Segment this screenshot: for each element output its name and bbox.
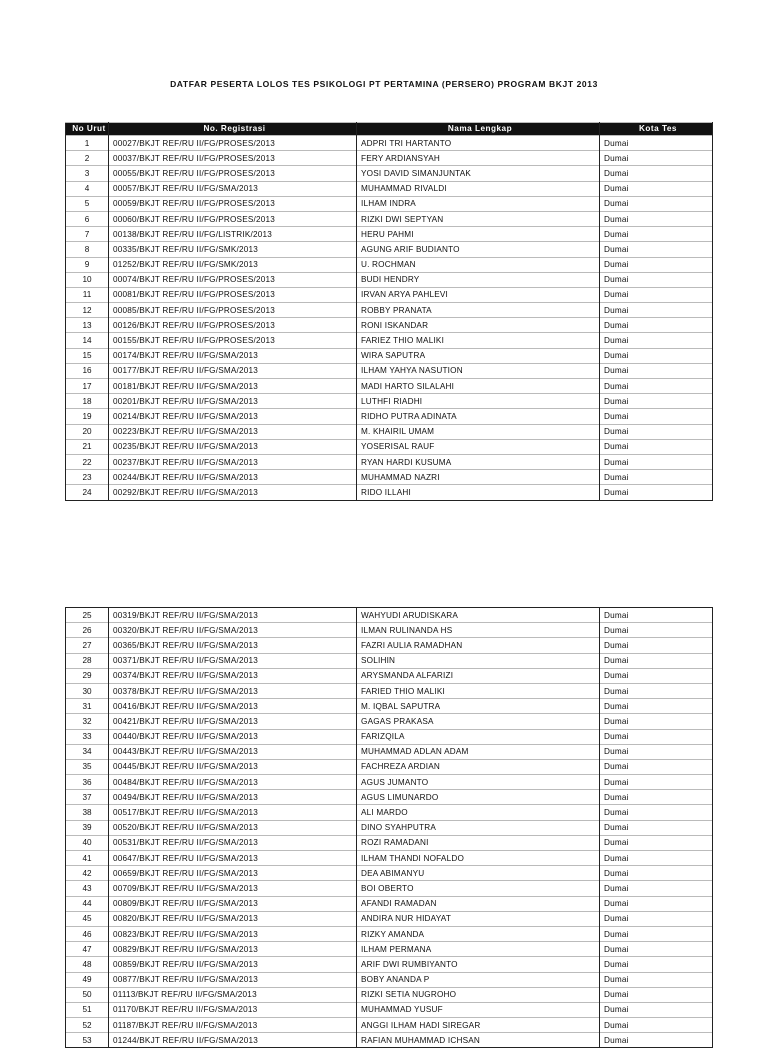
- table-row: [66, 729, 713, 744]
- registration-number-cell: 00484/BKJT REF/RU II/FG/SMA/2013: [109, 775, 357, 790]
- registration-number-cell: 00374/BKJT REF/RU II/FG/SMA/2013: [109, 668, 357, 683]
- registration-number-cell: 00829/BKJT REF/RU II/FG/SMA/2013: [109, 942, 357, 957]
- registration-number-cell: 00181/BKJT REF/RU II/FG/SMA/2013: [109, 379, 357, 394]
- full-name-cell: M. KHAIRIL UMAM: [357, 424, 600, 439]
- row-number-cell: 46: [66, 926, 109, 941]
- row-number-cell: 15: [66, 348, 109, 363]
- table-row: [66, 196, 713, 211]
- table-row: [66, 287, 713, 302]
- document-title: DATFAR PESERTA LOLOS TES PSIKOLOGI PT PERTAMINA (PERSERO) PROGRAM BKJT 2013: [170, 79, 598, 89]
- registration-number-cell: 00365/BKJT REF/RU II/FG/SMA/2013: [109, 638, 357, 653]
- table-body-page-1: [66, 136, 713, 501]
- test-city-cell: Dumai: [600, 287, 713, 302]
- row-number-cell: 52: [66, 1018, 109, 1033]
- test-city-cell: Dumai: [600, 668, 713, 683]
- row-number-cell: 28: [66, 653, 109, 668]
- registration-number-cell: 00335/BKJT REF/RU II/FG/SMK/2013: [109, 242, 357, 257]
- test-city-cell: Dumai: [600, 257, 713, 272]
- table-row: [66, 166, 713, 181]
- row-number-cell: 51: [66, 1002, 109, 1017]
- row-number-cell: 20: [66, 424, 109, 439]
- row-number-cell: 40: [66, 835, 109, 850]
- full-name-cell: AGUS LIMUNARDO: [357, 790, 600, 805]
- row-number-cell: 49: [66, 972, 109, 987]
- row-number-cell: 44: [66, 896, 109, 911]
- table-row: [66, 303, 713, 318]
- test-city-cell: Dumai: [600, 790, 713, 805]
- test-city-cell: Dumai: [600, 957, 713, 972]
- full-name-cell: RYAN HARDI KUSUMA: [357, 454, 600, 469]
- registration-number-cell: 00055/BKJT REF/RU II/FG/PROSES/2013: [109, 166, 357, 181]
- registration-number-cell: 00177/BKJT REF/RU II/FG/SMA/2013: [109, 363, 357, 378]
- test-city-cell: Dumai: [600, 166, 713, 181]
- table-row: [66, 714, 713, 729]
- table-row: [66, 775, 713, 790]
- full-name-cell: ROZI RAMADANI: [357, 835, 600, 850]
- registration-number-cell: 00244/BKJT REF/RU II/FG/SMA/2013: [109, 470, 357, 485]
- table-row: [66, 896, 713, 911]
- full-name-cell: U. ROCHMAN: [357, 257, 600, 272]
- full-name-cell: RIZKI SETIA NUGROHO: [357, 987, 600, 1002]
- registration-number-cell: 01113/BKJT REF/RU II/FG/SMA/2013: [109, 987, 357, 1002]
- test-city-cell: Dumai: [600, 454, 713, 469]
- full-name-cell: BOBY ANANDA P: [357, 972, 600, 987]
- registration-number-cell: 00037/BKJT REF/RU II/FG/PROSES/2013: [109, 151, 357, 166]
- full-name-cell: MUHAMMAD NAZRI: [357, 470, 600, 485]
- table-row: [66, 805, 713, 820]
- row-number-cell: 31: [66, 699, 109, 714]
- full-name-cell: DEA ABIMANYU: [357, 866, 600, 881]
- registration-number-cell: 00440/BKJT REF/RU II/FG/SMA/2013: [109, 729, 357, 744]
- full-name-cell: AGUS JUMANTO: [357, 775, 600, 790]
- row-number-cell: 6: [66, 211, 109, 226]
- registration-number-cell: 00057/BKJT REF/RU II/FG/SMA/2013: [109, 181, 357, 196]
- full-name-cell: MUHAMMAD RIVALDI: [357, 181, 600, 196]
- test-city-cell: Dumai: [600, 181, 713, 196]
- test-city-cell: Dumai: [600, 820, 713, 835]
- test-city-cell: Dumai: [600, 363, 713, 378]
- row-number-cell: 24: [66, 485, 109, 500]
- row-number-cell: 4: [66, 181, 109, 196]
- row-number-cell: 27: [66, 638, 109, 653]
- full-name-cell: ILHAM INDRA: [357, 196, 600, 211]
- registration-number-cell: 00378/BKJT REF/RU II/FG/SMA/2013: [109, 683, 357, 698]
- table-row: [66, 227, 713, 242]
- test-city-cell: Dumai: [600, 196, 713, 211]
- test-city-cell: Dumai: [600, 424, 713, 439]
- row-number-cell: 1: [66, 136, 109, 151]
- table-row: [66, 957, 713, 972]
- registration-number-cell: 00859/BKJT REF/RU II/FG/SMA/2013: [109, 957, 357, 972]
- full-name-cell: WIRA SAPUTRA: [357, 348, 600, 363]
- table-row: [66, 623, 713, 638]
- test-city-cell: Dumai: [600, 1018, 713, 1033]
- registration-number-cell: 00659/BKJT REF/RU II/FG/SMA/2013: [109, 866, 357, 881]
- test-city-cell: Dumai: [600, 926, 713, 941]
- table-body-page-2: [66, 608, 713, 1048]
- row-number-cell: 36: [66, 775, 109, 790]
- test-city-cell: Dumai: [600, 638, 713, 653]
- full-name-cell: GAGAS PRAKASA: [357, 714, 600, 729]
- test-city-cell: Dumai: [600, 729, 713, 744]
- row-number-cell: 23: [66, 470, 109, 485]
- full-name-cell: SOLIHIN: [357, 653, 600, 668]
- table-row: [66, 348, 713, 363]
- registration-number-cell: 00085/BKJT REF/RU II/FG/PROSES/2013: [109, 303, 357, 318]
- table-row: [66, 454, 713, 469]
- full-name-cell: FARIZQILA: [357, 729, 600, 744]
- table-row: [66, 257, 713, 272]
- table-row: [66, 363, 713, 378]
- row-number-cell: 21: [66, 439, 109, 454]
- full-name-cell: ROBBY PRANATA: [357, 303, 600, 318]
- full-name-cell: FARIED THIO MALIKI: [357, 683, 600, 698]
- test-city-cell: Dumai: [600, 699, 713, 714]
- table-row: [66, 911, 713, 926]
- test-city-cell: Dumai: [600, 896, 713, 911]
- test-city-cell: Dumai: [600, 911, 713, 926]
- test-city-cell: Dumai: [600, 866, 713, 881]
- row-number-cell: 38: [66, 805, 109, 820]
- registration-number-cell: 01170/BKJT REF/RU II/FG/SMA/2013: [109, 1002, 357, 1017]
- table-row: [66, 424, 713, 439]
- full-name-cell: RIDO ILLAHI: [357, 485, 600, 500]
- row-number-cell: 13: [66, 318, 109, 333]
- table-row: [66, 972, 713, 987]
- test-city-cell: Dumai: [600, 242, 713, 257]
- registration-number-cell: 00517/BKJT REF/RU II/FG/SMA/2013: [109, 805, 357, 820]
- registration-number-cell: 00416/BKJT REF/RU II/FG/SMA/2013: [109, 699, 357, 714]
- test-city-cell: Dumai: [600, 272, 713, 287]
- registration-number-cell: 00809/BKJT REF/RU II/FG/SMA/2013: [109, 896, 357, 911]
- row-number-cell: 39: [66, 820, 109, 835]
- registration-number-cell: 01187/BKJT REF/RU II/FG/SMA/2013: [109, 1018, 357, 1033]
- participants-table-page-2: [65, 607, 713, 1048]
- full-name-cell: LUTHFI RIADHI: [357, 394, 600, 409]
- full-name-cell: AGUNG ARIF BUDIANTO: [357, 242, 600, 257]
- full-name-cell: ILHAM PERMANA: [357, 942, 600, 957]
- registration-number-cell: 00531/BKJT REF/RU II/FG/SMA/2013: [109, 835, 357, 850]
- table-row: [66, 699, 713, 714]
- column-header-kota-tes: Kota Tes: [600, 123, 713, 136]
- participants-table-page-1: [65, 122, 713, 501]
- row-number-cell: 14: [66, 333, 109, 348]
- column-header-no-urut: No Urut: [66, 123, 109, 136]
- table-row: [66, 151, 713, 166]
- full-name-cell: WAHYUDI ARUDISKARA: [357, 608, 600, 623]
- registration-number-cell: 00174/BKJT REF/RU II/FG/SMA/2013: [109, 348, 357, 363]
- table-row: [66, 653, 713, 668]
- test-city-cell: Dumai: [600, 333, 713, 348]
- test-city-cell: Dumai: [600, 136, 713, 151]
- registration-number-cell: 00292/BKJT REF/RU II/FG/SMA/2013: [109, 485, 357, 500]
- registration-number-cell: 00877/BKJT REF/RU II/FG/SMA/2013: [109, 972, 357, 987]
- row-number-cell: 43: [66, 881, 109, 896]
- full-name-cell: FERY ARDIANSYAH: [357, 151, 600, 166]
- table-row: [66, 866, 713, 881]
- test-city-cell: Dumai: [600, 942, 713, 957]
- full-name-cell: HERU PAHMI: [357, 227, 600, 242]
- table-row: [66, 318, 713, 333]
- test-city-cell: Dumai: [600, 683, 713, 698]
- registration-number-cell: 01244/BKJT REF/RU II/FG/SMA/2013: [109, 1033, 357, 1048]
- test-city-cell: Dumai: [600, 851, 713, 866]
- full-name-cell: FAZRI AULIA RAMADHAN: [357, 638, 600, 653]
- full-name-cell: ANDIRA NUR HIDAYAT: [357, 911, 600, 926]
- test-city-cell: Dumai: [600, 409, 713, 424]
- column-header-no-registrasi: No. Registrasi: [109, 123, 357, 136]
- table-row: [66, 942, 713, 957]
- full-name-cell: BUDI HENDRY: [357, 272, 600, 287]
- test-city-cell: Dumai: [600, 881, 713, 896]
- table-row: [66, 820, 713, 835]
- full-name-cell: ADPRI TRI HARTANTO: [357, 136, 600, 151]
- registration-number-cell: 00319/BKJT REF/RU II/FG/SMA/2013: [109, 608, 357, 623]
- table-row: [66, 485, 713, 500]
- header-row: [66, 123, 713, 136]
- table-row: [66, 608, 713, 623]
- row-number-cell: 2: [66, 151, 109, 166]
- test-city-cell: Dumai: [600, 835, 713, 850]
- full-name-cell: ARIF DWI RUMBIYANTO: [357, 957, 600, 972]
- test-city-cell: Dumai: [600, 744, 713, 759]
- test-city-cell: Dumai: [600, 151, 713, 166]
- table-row: [66, 683, 713, 698]
- registration-number-cell: 00201/BKJT REF/RU II/FG/SMA/2013: [109, 394, 357, 409]
- registration-number-cell: 00421/BKJT REF/RU II/FG/SMA/2013: [109, 714, 357, 729]
- row-number-cell: 7: [66, 227, 109, 242]
- registration-number-cell: 00235/BKJT REF/RU II/FG/SMA/2013: [109, 439, 357, 454]
- table-row: [66, 881, 713, 896]
- full-name-cell: RIZKY AMANDA: [357, 926, 600, 941]
- full-name-cell: DINO SYAHPUTRA: [357, 820, 600, 835]
- test-city-cell: Dumai: [600, 759, 713, 774]
- row-number-cell: 18: [66, 394, 109, 409]
- row-number-cell: 12: [66, 303, 109, 318]
- registration-number-cell: 00081/BKJT REF/RU II/FG/PROSES/2013: [109, 287, 357, 302]
- test-city-cell: Dumai: [600, 653, 713, 668]
- table-row: [66, 379, 713, 394]
- row-number-cell: 41: [66, 851, 109, 866]
- full-name-cell: M. IQBAL SAPUTRA: [357, 699, 600, 714]
- registration-number-cell: 00494/BKJT REF/RU II/FG/SMA/2013: [109, 790, 357, 805]
- row-number-cell: 45: [66, 911, 109, 926]
- full-name-cell: RIDHO PUTRA ADINATA: [357, 409, 600, 424]
- row-number-cell: 22: [66, 454, 109, 469]
- row-number-cell: 11: [66, 287, 109, 302]
- test-city-cell: Dumai: [600, 379, 713, 394]
- registration-number-cell: 00709/BKJT REF/RU II/FG/SMA/2013: [109, 881, 357, 896]
- registration-number-cell: 00223/BKJT REF/RU II/FG/SMA/2013: [109, 424, 357, 439]
- table-row: [66, 439, 713, 454]
- registration-number-cell: 00320/BKJT REF/RU II/FG/SMA/2013: [109, 623, 357, 638]
- table-row: [66, 744, 713, 759]
- registration-number-cell: 00520/BKJT REF/RU II/FG/SMA/2013: [109, 820, 357, 835]
- row-number-cell: 5: [66, 196, 109, 211]
- table-row: [66, 181, 713, 196]
- table-row: [66, 242, 713, 257]
- table-row: [66, 987, 713, 1002]
- test-city-cell: Dumai: [600, 211, 713, 226]
- table-row: [66, 394, 713, 409]
- full-name-cell: ALI MARDO: [357, 805, 600, 820]
- row-number-cell: 3: [66, 166, 109, 181]
- full-name-cell: ILMAN RULINANDA HS: [357, 623, 600, 638]
- test-city-cell: Dumai: [600, 714, 713, 729]
- test-city-cell: Dumai: [600, 470, 713, 485]
- row-number-cell: 19: [66, 409, 109, 424]
- registration-number-cell: 00445/BKJT REF/RU II/FG/SMA/2013: [109, 759, 357, 774]
- test-city-cell: Dumai: [600, 303, 713, 318]
- table-row: [66, 668, 713, 683]
- full-name-cell: AFANDI RAMADAN: [357, 896, 600, 911]
- test-city-cell: Dumai: [600, 972, 713, 987]
- table-row: [66, 759, 713, 774]
- registration-number-cell: 00059/BKJT REF/RU II/FG/PROSES/2013: [109, 196, 357, 211]
- registration-number-cell: 00647/BKJT REF/RU II/FG/SMA/2013: [109, 851, 357, 866]
- full-name-cell: ILHAM THANDI NOFALDO: [357, 851, 600, 866]
- row-number-cell: 25: [66, 608, 109, 623]
- row-number-cell: 34: [66, 744, 109, 759]
- registration-number-cell: 00371/BKJT REF/RU II/FG/SMA/2013: [109, 653, 357, 668]
- row-number-cell: 9: [66, 257, 109, 272]
- registration-number-cell: 00027/BKJT REF/RU II/FG/PROSES/2013: [109, 136, 357, 151]
- test-city-cell: Dumai: [600, 348, 713, 363]
- full-name-cell: YOSI DAVID SIMANJUNTAK: [357, 166, 600, 181]
- registration-number-cell: 00237/BKJT REF/RU II/FG/SMA/2013: [109, 454, 357, 469]
- test-city-cell: Dumai: [600, 439, 713, 454]
- registration-number-cell: 00074/BKJT REF/RU II/FG/PROSES/2013: [109, 272, 357, 287]
- table-header: [66, 123, 713, 136]
- full-name-cell: FACHREZA ARDIAN: [357, 759, 600, 774]
- registration-number-cell: 00155/BKJT REF/RU II/FG/PROSES/2013: [109, 333, 357, 348]
- registration-number-cell: 00138/BKJT REF/RU II/FG/LISTRIK/2013: [109, 227, 357, 242]
- registration-number-cell: 00820/BKJT REF/RU II/FG/SMA/2013: [109, 911, 357, 926]
- full-name-cell: IRVAN ARYA PAHLEVI: [357, 287, 600, 302]
- table-row: [66, 470, 713, 485]
- row-number-cell: 50: [66, 987, 109, 1002]
- full-name-cell: ILHAM YAHYA NASUTION: [357, 363, 600, 378]
- row-number-cell: 30: [66, 683, 109, 698]
- row-number-cell: 37: [66, 790, 109, 805]
- full-name-cell: RAFIAN MUHAMMAD ICHSAN: [357, 1033, 600, 1048]
- row-number-cell: 32: [66, 714, 109, 729]
- test-city-cell: Dumai: [600, 1002, 713, 1017]
- registration-number-cell: 00060/BKJT REF/RU II/FG/PROSES/2013: [109, 211, 357, 226]
- full-name-cell: ANGGI ILHAM HADI SIREGAR: [357, 1018, 600, 1033]
- registration-number-cell: 00126/BKJT REF/RU II/FG/PROSES/2013: [109, 318, 357, 333]
- full-name-cell: ARYSMANDA ALFARIZI: [357, 668, 600, 683]
- full-name-cell: RONI ISKANDAR: [357, 318, 600, 333]
- table-row: [66, 211, 713, 226]
- registration-number-cell: 00823/BKJT REF/RU II/FG/SMA/2013: [109, 926, 357, 941]
- full-name-cell: FARIEZ THIO MALIKI: [357, 333, 600, 348]
- row-number-cell: 8: [66, 242, 109, 257]
- full-name-cell: MADI HARTO SILALAHI: [357, 379, 600, 394]
- registration-number-cell: 00214/BKJT REF/RU II/FG/SMA/2013: [109, 409, 357, 424]
- test-city-cell: Dumai: [600, 227, 713, 242]
- table-row: [66, 136, 713, 151]
- table-row: [66, 1033, 713, 1048]
- row-number-cell: 26: [66, 623, 109, 638]
- row-number-cell: 29: [66, 668, 109, 683]
- table-row: [66, 333, 713, 348]
- test-city-cell: Dumai: [600, 805, 713, 820]
- full-name-cell: MUHAMMAD ADLAN ADAM: [357, 744, 600, 759]
- row-number-cell: 16: [66, 363, 109, 378]
- row-number-cell: 10: [66, 272, 109, 287]
- test-city-cell: Dumai: [600, 775, 713, 790]
- full-name-cell: BOI OBERTO: [357, 881, 600, 896]
- row-number-cell: 42: [66, 866, 109, 881]
- table-row: [66, 835, 713, 850]
- registration-number-cell: 01252/BKJT REF/RU II/FG/SMK/2013: [109, 257, 357, 272]
- full-name-cell: YOSERISAL RAUF: [357, 439, 600, 454]
- column-header-nama-lengkap: Nama Lengkap: [357, 123, 600, 136]
- table-row: [66, 926, 713, 941]
- table-row: [66, 1002, 713, 1017]
- test-city-cell: Dumai: [600, 394, 713, 409]
- full-name-cell: RIZKI DWI SEPTYAN: [357, 211, 600, 226]
- test-city-cell: Dumai: [600, 987, 713, 1002]
- row-number-cell: 35: [66, 759, 109, 774]
- row-number-cell: 53: [66, 1033, 109, 1048]
- test-city-cell: Dumai: [600, 608, 713, 623]
- table-row: [66, 638, 713, 653]
- row-number-cell: 48: [66, 957, 109, 972]
- test-city-cell: Dumai: [600, 1033, 713, 1048]
- table-row: [66, 409, 713, 424]
- table-row: [66, 1018, 713, 1033]
- row-number-cell: 47: [66, 942, 109, 957]
- row-number-cell: 33: [66, 729, 109, 744]
- full-name-cell: MUHAMMAD YUSUF: [357, 1002, 600, 1017]
- test-city-cell: Dumai: [600, 485, 713, 500]
- table-row: [66, 851, 713, 866]
- table-row: [66, 790, 713, 805]
- row-number-cell: 17: [66, 379, 109, 394]
- registration-number-cell: 00443/BKJT REF/RU II/FG/SMA/2013: [109, 744, 357, 759]
- test-city-cell: Dumai: [600, 623, 713, 638]
- table-row: [66, 272, 713, 287]
- test-city-cell: Dumai: [600, 318, 713, 333]
